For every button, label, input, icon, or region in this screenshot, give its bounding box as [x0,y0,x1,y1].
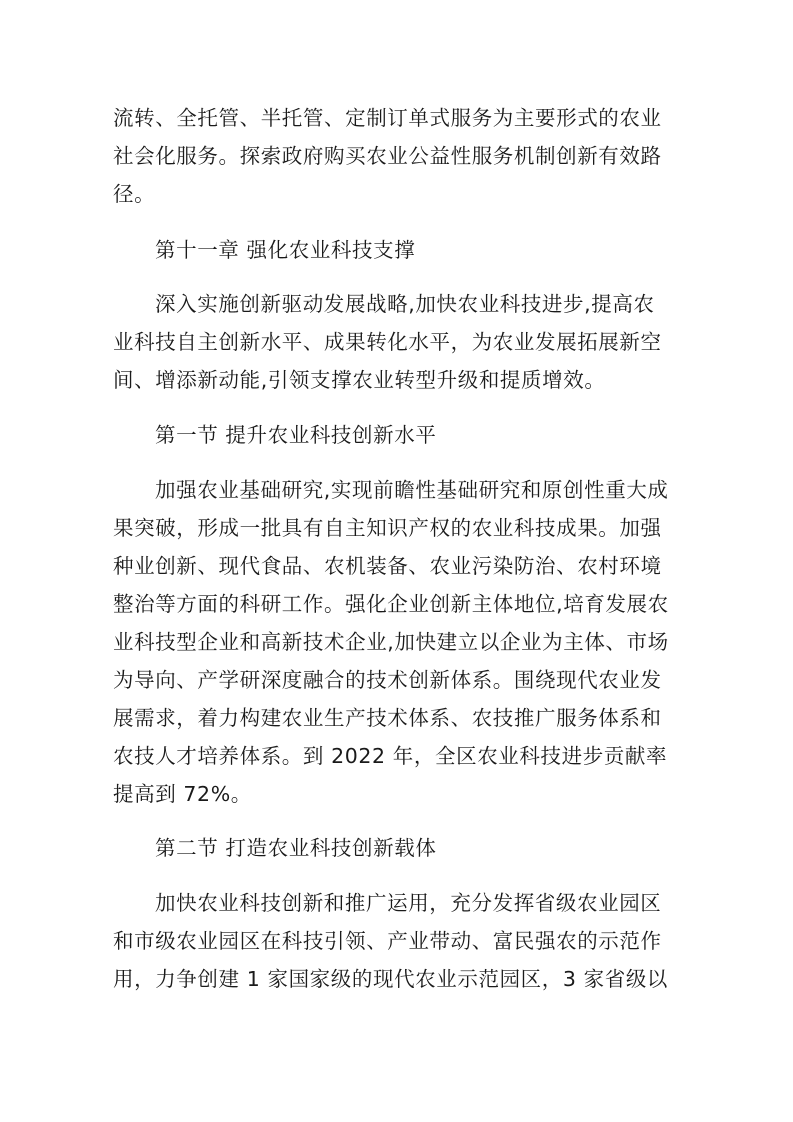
body-text-line: 业科技型企业和高新技术企业,加快建立以企业为主体、市场 [113,630,669,654]
body-text-line: 和市级农业园区在科技引领、产业带动、富民强农的示范作 [113,929,662,953]
body-text-line: 径。 [113,182,156,206]
section-heading: 第一节 提升农业科技创新水平 [155,423,437,447]
body-text-line: 为导向、产学研深度融合的技术创新体系。围绕现代农业发 [113,668,662,692]
body-text-line: 加快农业科技创新和推广运用，充分发挥省级农业园区 [155,891,662,915]
body-text-line: 展需求，着力构建农业生产技术体系、农技推广服务体系和 [113,706,662,730]
chapter-heading: 第十一章 强化农业科技支撑 [155,238,416,262]
body-text-line: 业科技自主创新水平、成果转化水平，为农业发展拓展新空 [113,330,662,354]
section-heading: 第二节 打造农业科技创新载体 [155,836,437,860]
body-text-line: 加强农业基础研究,实现前瞻性基础研究和原创性重大成 [155,478,669,502]
body-text-line: 种业创新、现代食品、农机装备、农业污染防治、农村环境 [113,554,662,578]
body-text-line: 农技人才培养体系。到 2022 年，全区农业科技进步贡献率 [113,744,668,768]
body-text-line: 深入实施创新驱动发展战略,加快农业科技进步,提高农 [155,292,655,316]
body-text-line: 用，力争创建 1 家国家级的现代农业示范园区，3 家省级以 [113,967,669,991]
body-text-line: 提高到 72%。 [113,782,252,806]
body-text-line: 社会化服务。探索政府购买农业公益性服务机制创新有效路 [113,144,662,168]
body-text-line: 流转、全托管、半托管、定制订单式服务为主要形式的农业 [113,106,662,130]
body-text-line: 整治等方面的科研工作。强化企业创新主体地位,培育发展农 [113,592,669,616]
body-text-line: 果突破，形成一批具有自主知识产权的农业科技成果。加强 [113,516,662,540]
body-text-line: 间、增添新动能,引领支撑农业转型升级和提质增效。 [113,368,606,392]
